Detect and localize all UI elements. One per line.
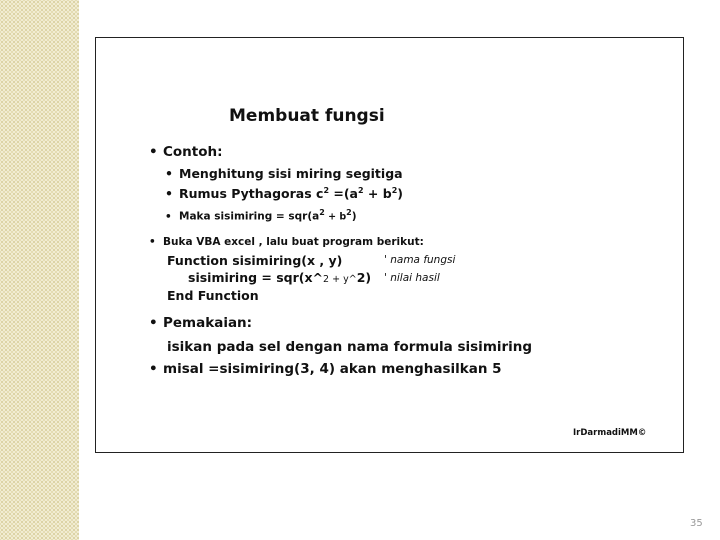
watermark: IrDarmadiMM© bbox=[573, 428, 647, 438]
slide-title: Membuat fungsi bbox=[229, 106, 385, 126]
bullet-dot-icon: • bbox=[165, 166, 173, 181]
vba-line-1: Function sisimiring(x , y) bbox=[167, 253, 343, 268]
bullet-misal: • misal =sisimiring(3, 4) akan menghasilkan 5 bbox=[149, 361, 502, 377]
bullet-dot-icon: • bbox=[149, 144, 158, 160]
bullet-dot-icon: • bbox=[149, 315, 158, 331]
vba-comment-2: ' nilai hasil bbox=[384, 272, 440, 284]
bullet-dot-icon: • bbox=[165, 210, 172, 223]
bullet-dot-icon: • bbox=[149, 236, 156, 248]
bullet-dot-icon: • bbox=[165, 186, 173, 202]
bullet-dot-icon: • bbox=[149, 361, 158, 377]
vba-comment-1: ' nama fungsi bbox=[384, 254, 456, 266]
decorative-side-strip bbox=[0, 0, 79, 540]
page-number: 35 bbox=[690, 518, 703, 529]
vba-line-3: End Function bbox=[167, 288, 259, 303]
pemakaian-text: isikan pada sel dengan nama formula sisimiring bbox=[167, 339, 533, 355]
subbullet-a: • Menghitung sisi miring segitiga bbox=[165, 166, 403, 181]
subbullet-b: • Rumus Pythagoras $c^2 =(a^2 + b^2)$ bbox=[165, 186, 403, 202]
slide-image-frame bbox=[95, 37, 684, 453]
subbullet-c: • Maka sisimiring = $sqr(a^2 + b^2)$ bbox=[165, 208, 357, 223]
vba-line-2: sisimiring = sqr(x^2 + y^2) bbox=[188, 270, 372, 285]
bullet-pemakaian: • Pemakaian: bbox=[149, 315, 253, 331]
bullet-vba: • Buka VBA excel , lalu buat program berikut: bbox=[149, 236, 424, 248]
bullet-contoh: • Contoh: bbox=[149, 144, 223, 160]
